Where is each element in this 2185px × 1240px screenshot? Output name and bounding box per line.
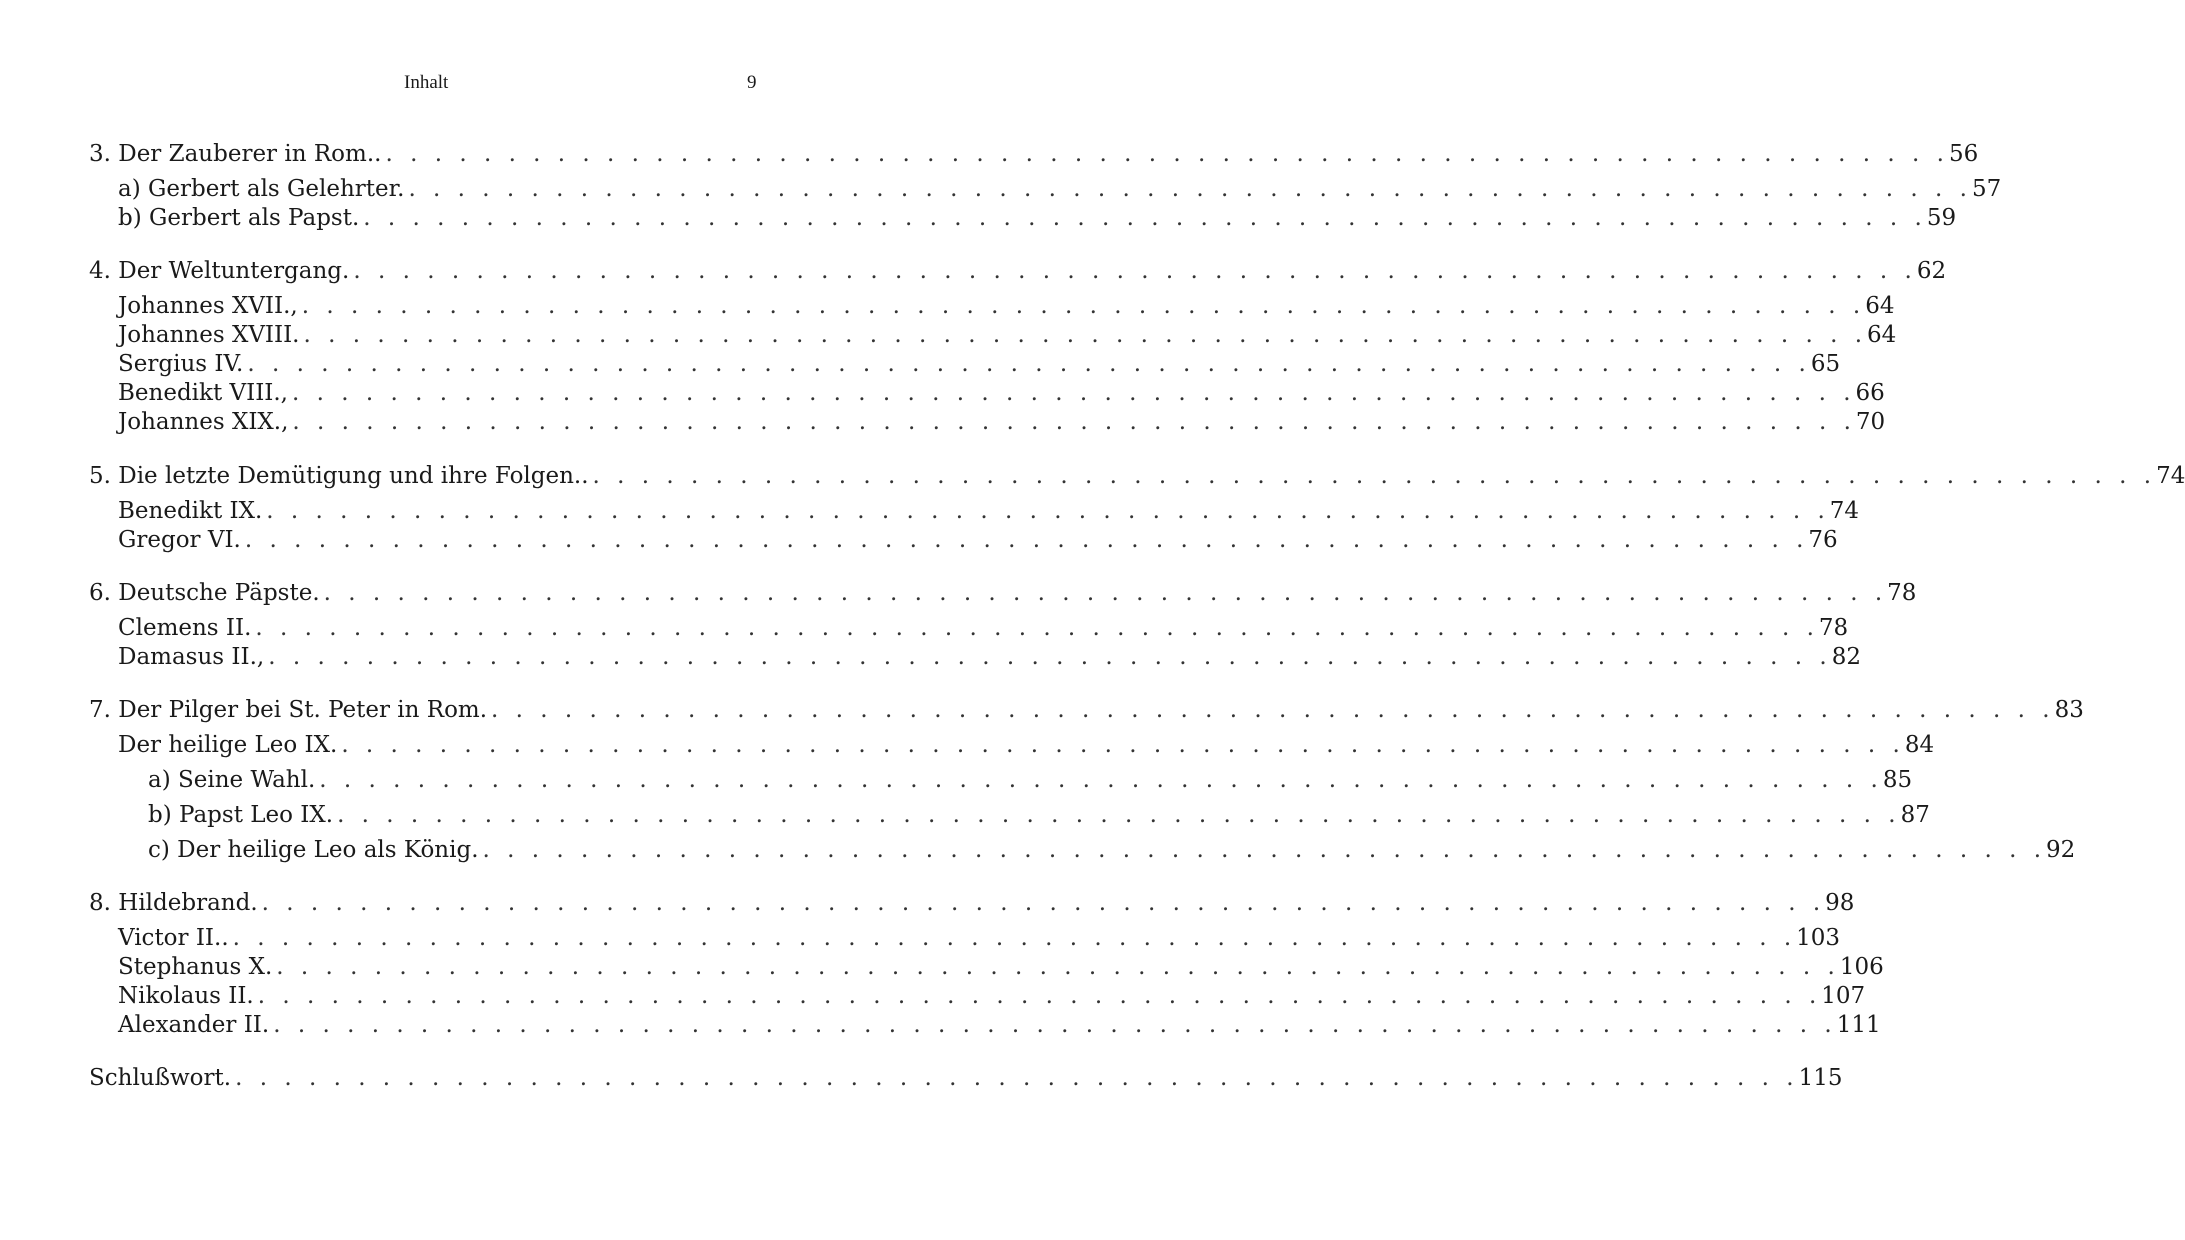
toc-entry-label: Victor II..: [118, 925, 229, 951]
toc-entry: [89, 204, 1957, 233]
dot-leader: . . . . . . . . . . . . . . . . . . . . . . . . . . . . . . . . . . . . . . . . . . . . . . . . . . . . . . . . . . . . . . . .: [491, 697, 2055, 723]
toc-entry-label: Johannes XVII.,: [118, 293, 298, 319]
toc-entry-page: 98: [1825, 890, 1855, 916]
toc-entry: [89, 257, 1947, 286]
toc-entry: [89, 982, 1866, 1011]
toc-entry-page: 59: [1926, 205, 1957, 231]
toc-entry: [89, 497, 1860, 526]
dot-leader: . . . . . . . . . . . . . . . . . . . . . . . . . . . . . . . . . . . . . . . . . . . . . . . . . . . . . . . . . . . . . . . .: [235, 1065, 1799, 1091]
toc-entry: [89, 614, 1849, 643]
toc-entry-page: 78: [1887, 580, 1917, 606]
toc-entry-label: Benedikt IX.: [118, 498, 263, 524]
toc-entry-label: Der heilige Leo IX.: [118, 732, 338, 758]
toc-entry: [89, 321, 1897, 350]
dot-leader: . . . . . . . . . . . . . . . . . . . . . . . . . . . . . . . . . . . . . . . . . . . . . . . . . . . . . . . . . . . . . . . .: [319, 767, 1883, 793]
toc-entry-label: Damasus II.,: [118, 644, 265, 670]
toc-entry-label: b) Gerbert als Papst.: [118, 205, 360, 231]
dot-leader: . . . . . . . . . . . . . . . . . . . . . . . . . . . . . . . . . . . . . . . . . . . . . . . . . . . . . . . . . . . . . . . .: [408, 176, 1972, 202]
toc-entry: [89, 953, 1884, 982]
toc-entry-label: b) Papst Leo IX.: [148, 802, 334, 828]
toc-entry-page: 74: [2156, 463, 2185, 489]
dot-leader: . . . . . . . . . . . . . . . . . . . . . . . . . . . . . . . . . . . . . . . . . . . . . . . . . . . . . . . . . . . . . . . .: [292, 409, 1856, 435]
toc-entry-label: Schlußwort.: [89, 1065, 232, 1091]
toc-entry-label: 4. Der Weltuntergang.: [89, 258, 350, 284]
toc-entry-page: 62: [1916, 258, 1947, 284]
toc-entry-label: Stephanus X.: [118, 954, 273, 980]
toc-entry-label: a) Gerbert als Gelehrter.: [118, 176, 405, 202]
toc-entry-label: Nikolaus II.: [118, 983, 254, 1009]
toc-entry-page: 56: [1948, 141, 1979, 167]
toc-entry-page: 84: [1904, 732, 1935, 758]
dot-leader: . . . . . . . . . . . . . . . . . . . . . . . . . . . . . . . . . . . . . . . . . . . . . . . . . . . . . . . . . . . . . . . .: [257, 983, 1822, 1009]
toc-entry: [89, 292, 1895, 321]
dot-leader: . . . . . . . . . . . . . . . . . . . . . . . . . . . . . . . . . . . . . . . . . . . . . . . . . . . . . . . . . . . . . . . .: [261, 890, 1826, 916]
toc-entry-page: 85: [1882, 767, 1913, 793]
toc-entry: [89, 924, 1841, 953]
dot-leader: . . . . . . . . . . . . . . . . . . . . . . . . . . . . . . . . . . . . . . . . . . . . . . . . . . . . . . . . . . . . . . . .: [363, 205, 1927, 231]
dot-leader: . . . . . . . . . . . . . . . . . . . . . . . . . . . . . . . . . . . . . . . . . . . . . . . . . . . . . . . . . . . . . . . .: [323, 580, 1888, 606]
toc-entry: [89, 836, 2076, 865]
toc-entry-label: 3. Der Zauberer in Rom..: [89, 141, 382, 167]
dot-leader: . . . . . . . . . . . . . . . . . . . . . . . . . . . . . . . . . . . . . . . . . . . . . . . . . . . . . . . . . . . . . . . .: [482, 837, 2047, 863]
toc-entry-page: 107: [1821, 983, 1866, 1009]
dot-leader: . . . . . . . . . . . . . . . . . . . . . . . . . . . . . . . . . . . . . . . . . . . . . . . . . . . . . . . . . . . . . . . .: [592, 463, 2157, 489]
dot-leader: . . . . . . . . . . . . . . . . . . . . . . . . . . . . . . . . . . . . . . . . . . . . . . . . . . . . . . . . . . . . . . . .: [301, 293, 1866, 319]
dot-leader: . . . . . . . . . . . . . . . . . . . . . . . . . . . . . . . . . . . . . . . . . . . . . . . . . . . . . . . . . . . . . . . .: [385, 141, 1949, 167]
toc-entry-label: Johannes XVIII.: [118, 322, 300, 348]
toc-entry: [89, 801, 1930, 830]
toc-entry: [89, 696, 2084, 725]
toc-entry-page: 65: [1810, 351, 1841, 377]
toc-entry-label: Alexander II.: [118, 1012, 270, 1038]
page-number: 9: [747, 72, 757, 93]
dot-leader: . . . . . . . . . . . . . . . . . . . . . . . . . . . . . . . . . . . . . . . . . . . . . . . . . . . . . . . . . . . . . . . .: [353, 258, 1917, 284]
dot-leader: . . . . . . . . . . . . . . . . . . . . . . . . . . . . . . . . . . . . . . . . . . . . . . . . . . . . . . . . . . . . . . . .: [266, 498, 1830, 524]
toc-entry-label: Johannes XIX.,: [118, 409, 289, 435]
dot-leader: . . . . . . . . . . . . . . . . . . . . . . . . . . . . . . . . . . . . . . . . . . . . . . . . . . . . . . . . . . . . . . . .: [273, 1012, 1837, 1038]
dot-leader: . . . . . . . . . . . . . . . . . . . . . . . . . . . . . . . . . . . . . . . . . . . . . . . . . . . . . . . . . . . . . . . .: [244, 527, 1809, 553]
toc-entry: [89, 766, 1913, 795]
toc-entry-page: 82: [1831, 644, 1861, 670]
toc-entry: [89, 731, 1935, 760]
toc-entry: [89, 462, 2185, 491]
toc-entry: [89, 1064, 1843, 1093]
toc-entry-page: 74: [1829, 498, 1860, 524]
toc-entry-label: Benedikt VIII.,: [118, 380, 288, 406]
toc-entry: [89, 579, 1917, 608]
dot-leader: . . . . . . . . . . . . . . . . . . . . . . . . . . . . . . . . . . . . . . . . . . . . . . . . . . . . . . . . . . . . . . . .: [341, 732, 1905, 758]
dot-leader: . . . . . . . . . . . . . . . . . . . . . . . . . . . . . . . . . . . . . . . . . . . . . . . . . . . . . . . . . . . . . . . .: [292, 380, 1856, 406]
toc-entry-label: a) Seine Wahl.: [148, 767, 316, 793]
toc-entry-page: 64: [1865, 293, 1895, 319]
toc-entry-page: 78: [1818, 615, 1849, 641]
toc-entry-page: 64: [1867, 322, 1897, 348]
toc-entry: [89, 526, 1838, 555]
toc-entry: [89, 175, 2002, 204]
toc-entry-page: 92: [2046, 837, 2076, 863]
dot-leader: . . . . . . . . . . . . . . . . . . . . . . . . . . . . . . . . . . . . . . . . . . . . . . . . . . . . . . . . . . . . . . . .: [232, 925, 1797, 951]
toc-entry: [89, 350, 1841, 379]
toc-entry: [89, 889, 1855, 918]
dot-leader: . . . . . . . . . . . . . . . . . . . . . . . . . . . . . . . . . . . . . . . . . . . . . . . . . . . . . . . . . . . . . . . .: [276, 954, 1840, 980]
toc-entry-page: 87: [1900, 802, 1930, 828]
toc-entry: [89, 379, 1885, 408]
toc-entry-page: 76: [1808, 527, 1838, 553]
toc-entry-label: Clemens II.: [118, 615, 252, 641]
toc-entry-page: 57: [1971, 176, 2002, 202]
toc-entry-label: 5. Die letzte Demütigung und ihre Folgen..: [89, 463, 589, 489]
toc-entry-page: 103: [1796, 925, 1841, 951]
toc-entry-label: c) Der heilige Leo als König.: [148, 837, 479, 863]
toc-entry-page: 83: [2054, 697, 2084, 723]
dot-leader: . . . . . . . . . . . . . . . . . . . . . . . . . . . . . . . . . . . . . . . . . . . . . . . . . . . . . . . . . . . . . . . .: [255, 615, 1819, 641]
toc-entry-page: 66: [1855, 380, 1885, 406]
toc-entry-label: 6. Deutsche Päpste.: [89, 580, 320, 606]
toc-entry: [89, 140, 1979, 169]
toc-entry-page: 106: [1839, 954, 1884, 980]
toc-entry-page: 70: [1855, 409, 1886, 435]
dot-leader: . . . . . . . . . . . . . . . . . . . . . . . . . . . . . . . . . . . . . . . . . . . . . . . . . . . . . . . . . . . . . . . .: [268, 644, 1832, 670]
toc-entry: [89, 643, 1861, 672]
toc-entry-label: Sergius IV.: [118, 351, 244, 377]
toc-entry-label: 7. Der Pilger bei St. Peter in Rom.: [89, 697, 488, 723]
toc-entry: [89, 408, 1886, 437]
toc-entry: [89, 1011, 1881, 1040]
dot-leader: . . . . . . . . . . . . . . . . . . . . . . . . . . . . . . . . . . . . . . . . . . . . . . . . . . . . . . . . . . . . . . . .: [303, 322, 1868, 348]
running-title: Inhalt: [404, 72, 449, 93]
toc-entry-page: 111: [1836, 1012, 1881, 1038]
toc-entry-page: 115: [1798, 1065, 1843, 1091]
dot-leader: . . . . . . . . . . . . . . . . . . . . . . . . . . . . . . . . . . . . . . . . . . . . . . . . . . . . . . . . . . . . . . . .: [247, 351, 1811, 377]
toc-entry-label: 8. Hildebrand.: [89, 890, 258, 916]
toc-entry-label: Gregor VI.: [118, 527, 241, 553]
dot-leader: . . . . . . . . . . . . . . . . . . . . . . . . . . . . . . . . . . . . . . . . . . . . . . . . . . . . . . . . . . . . . . . .: [337, 802, 1901, 828]
